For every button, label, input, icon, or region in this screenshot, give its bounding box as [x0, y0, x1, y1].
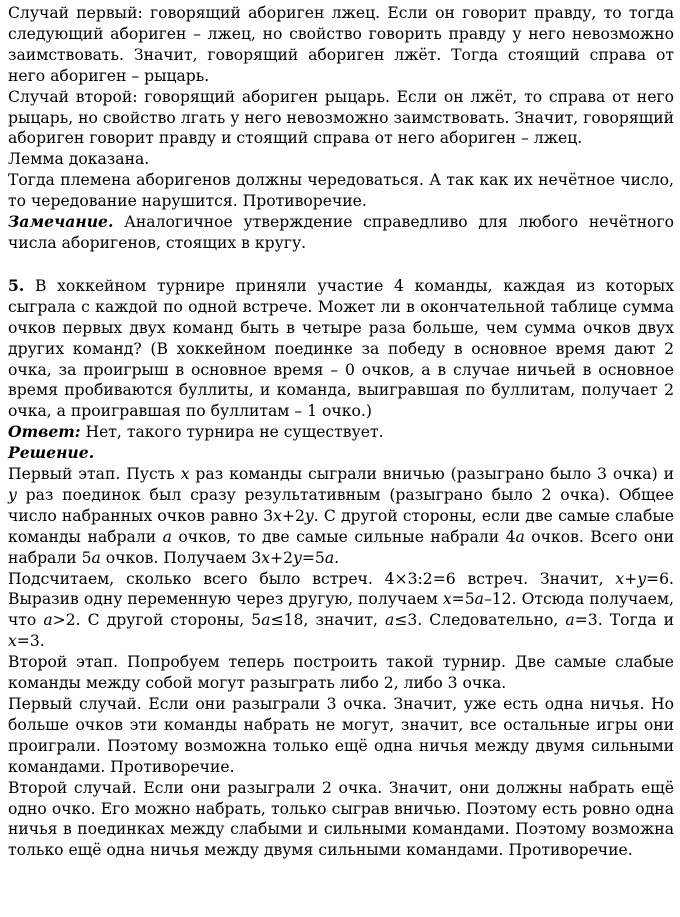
section-label: Замечание. [8, 212, 114, 232]
paragraph [8, 87, 674, 150]
math-variable: a [43, 611, 53, 630]
paragraph [8, 464, 674, 569]
paragraph [8, 212, 674, 254]
math-variable: y [8, 485, 17, 504]
text-run: Первый случай. Если они разыграли 3 очка. Значит, уже есть одна ничья. Но больше очков эти команды набрать не могут, значит, все остальные игры они проиграли. Поэтому возможна только ещё одна ничья между двумя сильными командами. Противоречие. [8, 695, 674, 776]
text-run: раз команды сыграли вничью (разыграно было 3 очка) и [189, 465, 674, 484]
math-variable: x [273, 506, 282, 525]
paragraph-spacer [8, 254, 674, 276]
math-variable: x [615, 569, 625, 588]
text-run: ≤3. Следовательно, [394, 611, 566, 630]
text-run: В хоккейном турнире приняли участие 4 команды, каждая из которых сыграла с каждой по одной встрече. Может ли в окончательной таблице сумма очков первых двух команд быть в четыре раза больше, чем сумма очков двух других команд? (В хоккейном поединке за победу в основное время дают 2 очка, за проигрыш в основное время – 0 очков, а в случае ничьей в основное время пробиваются буллиты, и команда, выигравшая по буллитам, получает 2 очка, а проигравшая по буллитам – 1 очко.) [8, 276, 674, 421]
text-run: =5 [301, 548, 325, 567]
paragraph [8, 170, 674, 212]
text-run: –12. Отсюда получаем, что [8, 590, 674, 630]
text-run: Второй этап. Попробуем теперь построить такой турнир. Две самые слабые команды между собой могут разыграть либо 2, либо 3 очка. [8, 653, 674, 693]
text-run: Аналогичное утверждение справедливо для любого нечётного числа аборигенов, стоящих в кругу. [8, 213, 674, 252]
paragraph [8, 443, 674, 464]
math-variable: a [565, 611, 575, 630]
text-run: Первый этап. Пусть [8, 465, 181, 484]
math-variable: x [180, 465, 190, 484]
math-variable: x [8, 632, 17, 651]
math-variable: x [261, 548, 271, 567]
math-variable: y [637, 569, 647, 588]
math-variable: a [384, 611, 395, 630]
text-run: Случай первый: говорящий абориген лжец. Если он говорит правду, то тогда следующий абориген – лжец, но свойство говорить правду у него невозможно заимствовать. Значит, говорящий абориген лжёт. Тогда стоящий справа от него абориген – рыцарь. [8, 4, 674, 85]
paragraph [8, 652, 674, 694]
text-run: Тогда племена аборигенов должны чередоваться. А так как их нечётное число, то чередование нарушится. Противоречие. [8, 171, 674, 211]
paragraph [8, 422, 674, 443]
text-run: +2 [281, 506, 305, 525]
math-variable: a [474, 590, 484, 609]
math-variable: a [91, 548, 101, 567]
text-run: . С другой стороны, если две самые слабые команды набрали [8, 506, 675, 546]
text-run: >2. С другой стороны, 5 [52, 611, 262, 630]
text-run: Второй случай. Если они разыграли 2 очка. Значит, они должны набрать ещё одно очко. Его можно набрать, только сыграв вничью. Поэтому есть ровно одна ничья в поединках между слабыми и сильными командами. Поэтому возможна только ещё одна ничья между двумя сильными командами. Противоречие. [8, 778, 674, 860]
section-label: Ответ: [8, 422, 81, 442]
paragraph [8, 694, 674, 778]
paragraph [8, 569, 674, 653]
text-run: раз поединок был сразу результативным (разыграно было 2 очка). Общее число набранных очков равно 3 [8, 485, 674, 525]
math-variable: a [324, 548, 335, 567]
text-run: +2 [270, 548, 294, 567]
paragraph [8, 3, 674, 87]
text-run: + [624, 569, 638, 588]
text-run: очков. Всего они набрали 5 [8, 527, 674, 567]
problem-number: 5. [8, 275, 25, 295]
text-run: Лемма доказана. [8, 150, 150, 169]
paragraph [8, 149, 674, 170]
math-variable: y [293, 548, 302, 567]
math-variable: a [261, 611, 271, 630]
text-run: Нет, такого турнира не существует. [80, 423, 384, 442]
text-run: очков. Получаем 3 [100, 548, 262, 567]
math-variable: a [162, 527, 172, 546]
paragraph [8, 276, 674, 422]
math-variable: y [304, 506, 314, 525]
math-variable: x [442, 590, 452, 609]
text-run: =3. [16, 632, 45, 651]
math-variable: a [515, 527, 525, 546]
text-run: Подсчитаем, сколько всего было встреч. 4×3:2=6 встреч. Значит, [8, 569, 616, 588]
text-run: =6. Выразив одну переменную через другую, получаем [8, 569, 674, 609]
text-run: =5 [451, 590, 475, 609]
paragraph [8, 778, 674, 862]
text-run: =3. Тогда и [574, 611, 674, 630]
text-run: Случай второй: говорящий абориген рыцарь. Если он лжёт, то справа от него рыцарь, но свойство лгать у него невозможно заимствовать. Значит, говорящий абориген говорит правду и стоящий справа от него абориген – лжец. [8, 87, 674, 148]
text-run: ≤18, значит, [270, 611, 385, 630]
text-run: . [334, 548, 340, 567]
text-run: очков, то две самые сильные набрали 4 [171, 527, 516, 546]
section-label: Решение. [8, 443, 95, 463]
